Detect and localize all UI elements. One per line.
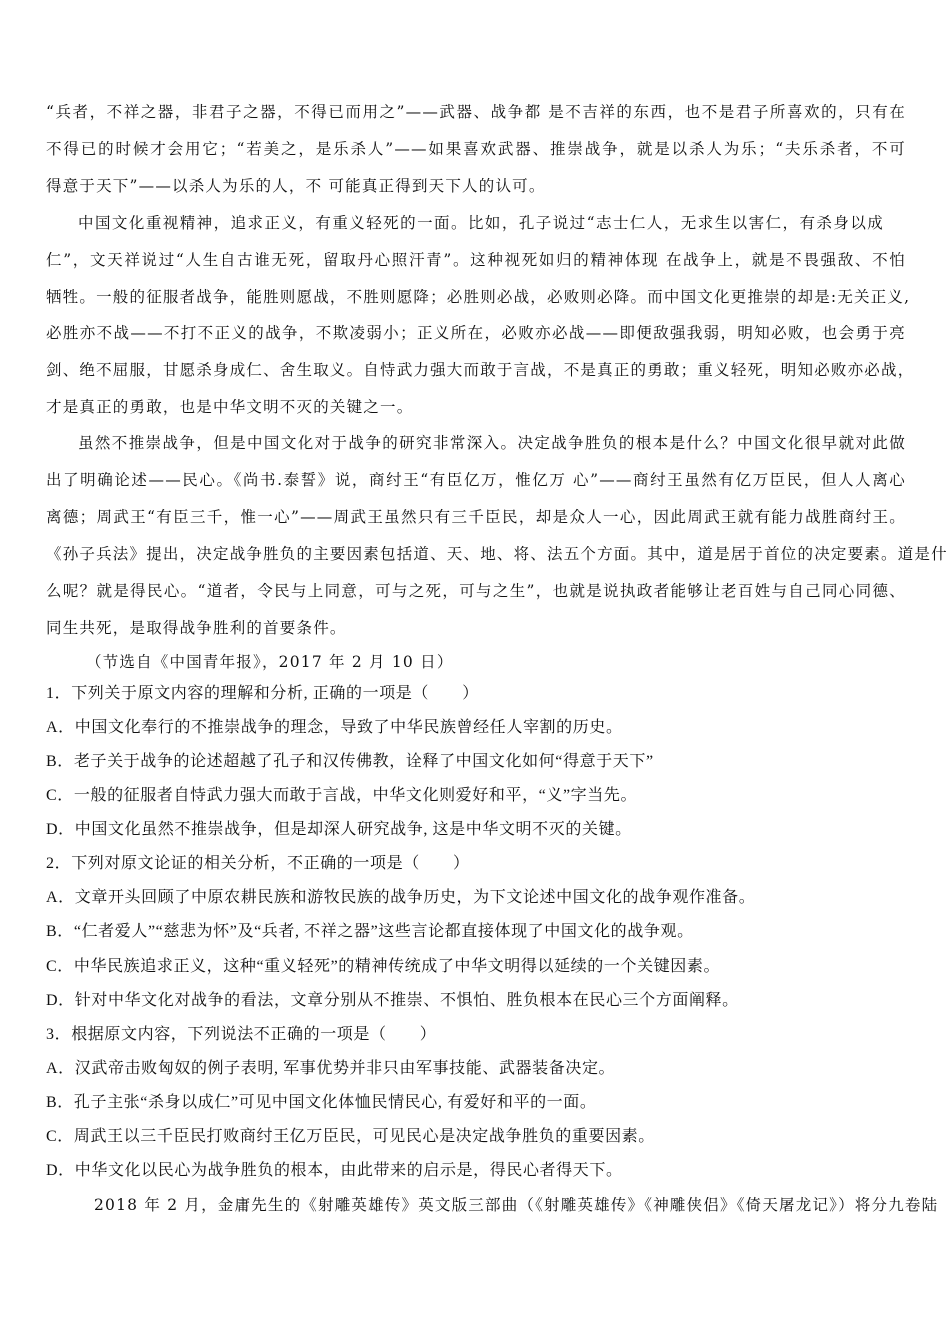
question-stem: 1．下列关于原文内容的理解和分析, 正确的一项是（ ）	[46, 685, 479, 702]
question-option: B．“仁者爱人”“慈悲为怀”及“兵者, 不祥之器”这些言论都直接体现了中国文化的战争观。	[46, 923, 694, 940]
passage-source: （节选自《中国青年报》，2017 年 2 月 10 日）	[86, 653, 454, 671]
question-option: B．老子关于战争的论述超越了孔子和汉传佛教，诠释了中国文化如何“得意于天下”	[46, 753, 654, 770]
question-option: A．中国文化奉行的不推崇战争的理念，导致了中华民族曾经任人宰割的历史。	[46, 719, 623, 736]
next-passage-line: 2018 年 2 月，金庸先生的《射雕英雄传》英文版三部曲（《射雕英雄传》《神雕侠侣》《倚天屠龙记》）将分九卷陆	[94, 1196, 939, 1214]
question-option: D．中华文化以民心为战争胜负的根本，由此带来的启示是，得民心者得天下。	[46, 1162, 623, 1179]
passage-line: 才是真正的勇敢，也是中华文明不灭的关键之一。	[46, 398, 414, 416]
passage-line: 中国文化重视精神，追求正义，有重义轻死的一面。比如，孔子说过“志士仁人，无求生以害仁，有杀身以成	[78, 214, 884, 232]
question-option: C．一般的征服者自恃武力强大而敢于言战，中华文化则爱好和平，“义”字当先。	[46, 787, 638, 804]
passage-line: 得意于天下”——以杀人为乐的人，不 可能真正得到天下人的认可。	[46, 177, 546, 195]
question-option: C．中华民族追求正义，这种“重义轻死”的精神传统成了中华文明得以延续的一个关键因素。	[46, 958, 721, 975]
passage-line: 离德；周武王“有臣三千，惟一心”——周武王虽然只有三千臣民，却是众人一心，因此周武王就有能力战胜商纣王。	[46, 508, 906, 526]
passage-line: 不得已的时候才会用它；“若美之，是乐杀人”——如果喜欢武器、推崇战争，就是以杀人为乐；“夫乐杀者，不可	[46, 140, 906, 158]
passage-line: “兵者，不祥之器，非君子之器，不得已而用之”——武器、战争都 是不吉祥的东西，也不是君子所喜欢的，只有在	[46, 103, 906, 121]
question-stem: 3．根据原文内容，下列说法不正确的一项是（ ）	[46, 1026, 437, 1043]
passage-line: 必胜亦不战——不打不正义的战争，不欺凌弱小；正义所在，必败亦必战——即便敌强我弱，明知必败，也会勇于亮	[46, 324, 906, 342]
passage-line: 剑、绝不屈服，甘愿杀身成仁、舍生取义。自恃武力强大而敢于言战，不是真正的勇敢；重义轻死，明知必败亦必战，	[46, 361, 915, 379]
question-option: D．中国文化虽然不推崇战争，但是却深人研究战争, 这是中华文明不灭的关键。	[46, 821, 632, 838]
question-option: A．文章开头回顾了中原农耕民族和游牧民族的战争历史，为下文论述中国文化的战争观作准备。	[46, 889, 756, 906]
question-option: C．周武王以三千臣民打败商纣王亿万臣民，可见民心是决定战争胜负的重要因素。	[46, 1128, 655, 1145]
passage-line: 同生共死，是取得战争胜利的首要条件。	[46, 619, 347, 637]
passage-line: 《孙子兵法》提出，决定战争胜负的主要因素包括道、天、地、将、法五个方面。其中，道是居于首位的决定要素。道是什	[46, 545, 948, 563]
question-option: D．针对中华文化对战争的看法，文章分别从不推崇、不惧怕、胜负根本在民心三个方面阐释。	[46, 992, 739, 1009]
passage-line: 虽然不推崇战争，但是中国文化对于战争的研究非常深入。决定战争胜负的根本是什么？中国文化很早就对此做	[78, 434, 906, 452]
passage-line: 出了明确论述——民心。《尚书.泰誓》说，商纣王“有臣亿万，惟亿万 心”——商纣王虽然有亿万臣民，但人人离心	[46, 471, 906, 489]
passage-line: 么呢？就是得民心。“道者，令民与上同意，可与之死，可与之生”，也就是说执政者能够让老百姓与自己同心同德、	[46, 582, 906, 600]
question-option: A．汉武帝击败匈奴的例子表明, 军事优势并非只由军事技能、武器装备决定。	[46, 1060, 616, 1077]
question-option: B．孔子主张“杀身以成仁”可见中国文化体恤民情民心, 有爱好和平的一面。	[46, 1094, 597, 1111]
question-stem: 2．下列对原文论证的相关分析，不正确的一项是（ ）	[46, 855, 470, 872]
passage-line: 仁”，文天祥说过“人生自古谁无死，留取丹心照汗青”。这种视死如归的精神体现 在战争上，就是不畏强敌、不怕	[46, 251, 906, 269]
passage-line: 牺牲。一般的征服者战争，能胜则愿战，不胜则愿降；必胜则必战，必败则必降。而中国文化更推崇的却是:无关正义,	[46, 288, 911, 306]
